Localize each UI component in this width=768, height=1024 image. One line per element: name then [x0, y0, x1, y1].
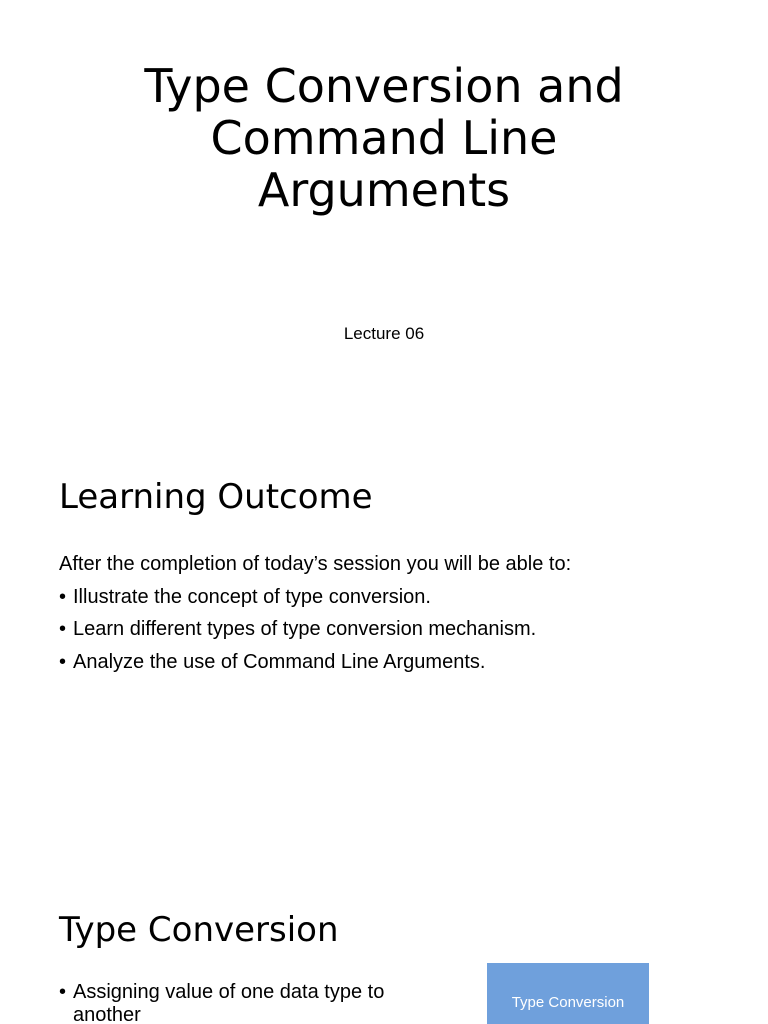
- section-title: Learning Outcome: [59, 477, 373, 517]
- title-line: Arguments: [257, 163, 511, 217]
- intro-text: After the completion of today’s session you will be able to:: [59, 553, 572, 575]
- list-item: • Learn different types of type conversion mechanism.: [59, 613, 709, 646]
- type-conversion-list: [59, 981, 389, 1024]
- outcome-body: [59, 548, 709, 678]
- type-conversion-slide: [0, 864, 768, 1024]
- slide-title: [100, 60, 668, 216]
- outcome-list: [59, 581, 709, 679]
- list-item: • Analyze the use of Command Line Arguments.: [59, 646, 709, 679]
- title-slide: [0, 0, 768, 432]
- type-conversion-box: Type Conversion: [487, 963, 649, 1024]
- title-line: Command Line: [210, 111, 558, 165]
- list-item: • Illustrate the concept of type conversion.: [59, 581, 709, 614]
- learning-outcome-slide: [0, 432, 768, 864]
- title-line: Type Conversion and: [144, 59, 624, 113]
- section-title: Type Conversion: [59, 910, 339, 950]
- lecture-subtitle: Lecture 06: [343, 324, 425, 343]
- list-item: • Assigning value of one data type to another: [59, 981, 389, 1024]
